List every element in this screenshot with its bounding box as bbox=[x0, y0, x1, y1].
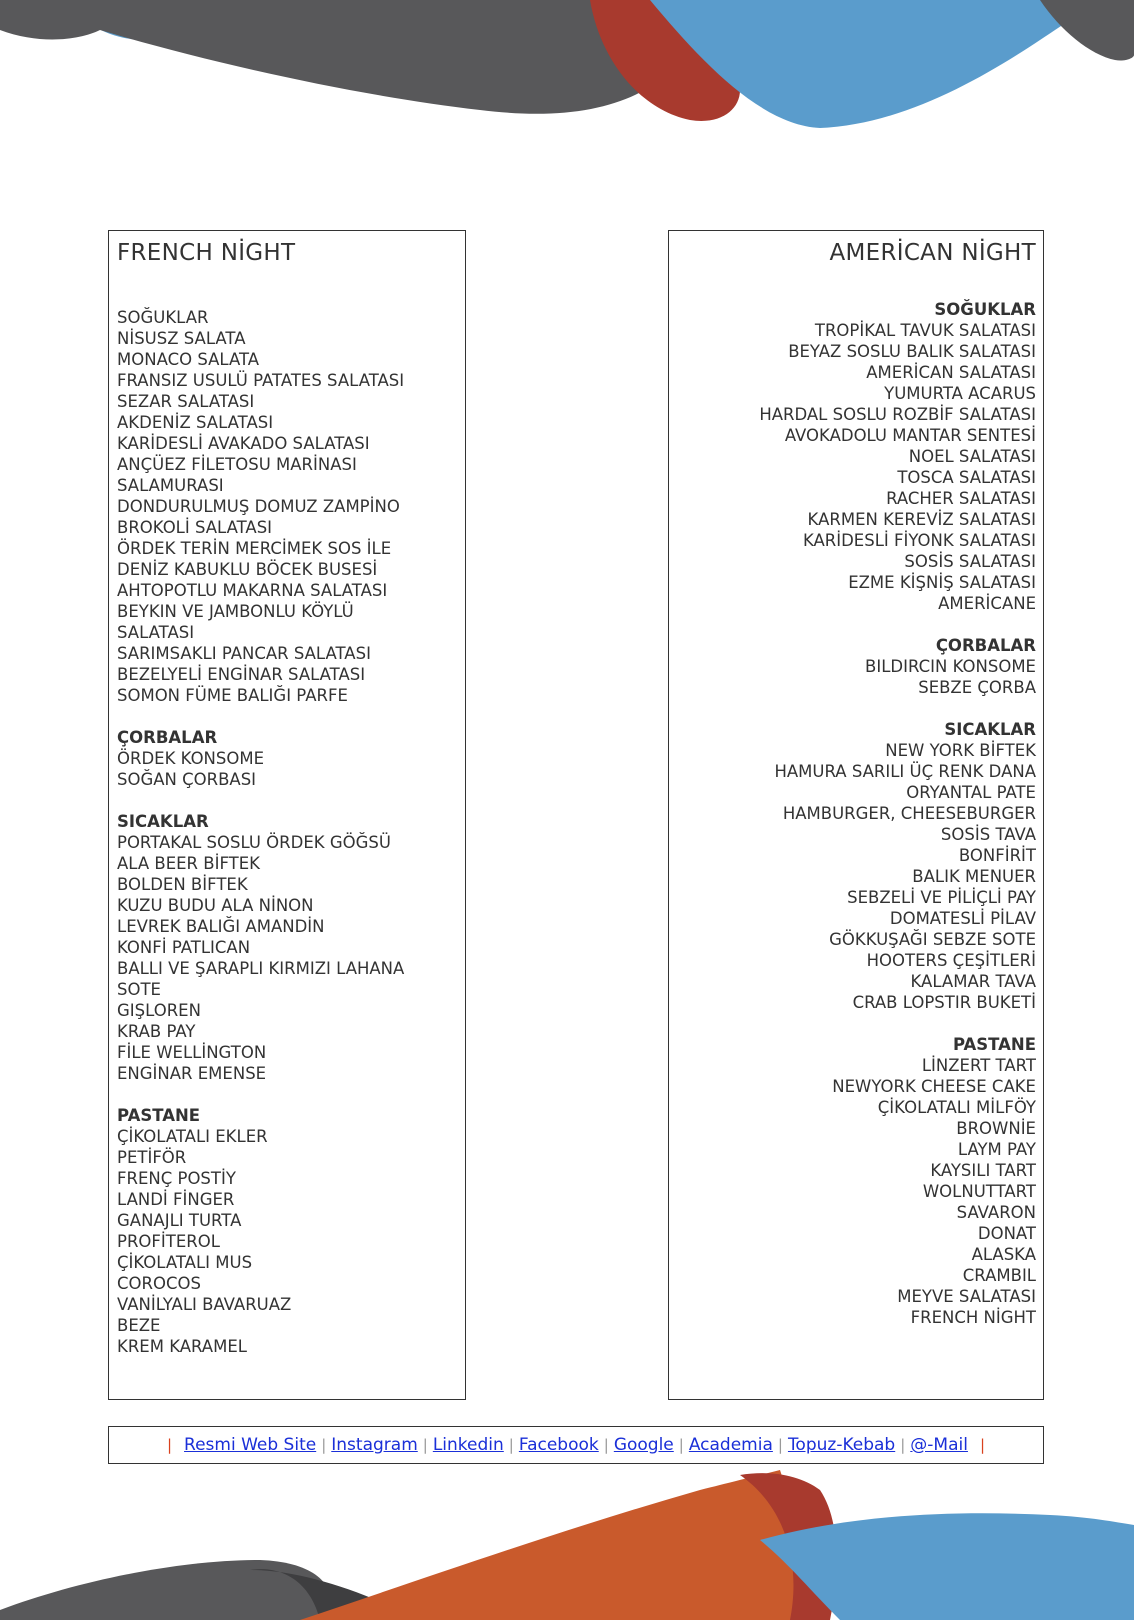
footer-link-academia[interactable]: Academia bbox=[688, 1435, 773, 1455]
menu-item: LAYM PAY bbox=[957, 1140, 1036, 1159]
menu-item: PETİFÖR bbox=[117, 1148, 187, 1167]
american-section bbox=[669, 299, 1036, 614]
menu-item: AMERİCAN SALATASI bbox=[866, 363, 1036, 382]
american-night-title: AMERİCAN NİGHT bbox=[829, 240, 1036, 266]
menu-item: ANÇÜEZ FİLETOSU MARİNASI bbox=[117, 455, 357, 474]
menu-item: BILDIRCIN KONSOME bbox=[865, 657, 1036, 676]
link-separator: | bbox=[166, 1436, 173, 1454]
menu-item: MONACO SALATA bbox=[117, 350, 260, 369]
link-separator: | bbox=[422, 1436, 428, 1454]
american-night-sections bbox=[669, 299, 1036, 1328]
menu-item: ÖRDEK KONSOME bbox=[117, 749, 265, 768]
menu-item: ÇİKOLATALI MUS bbox=[117, 1253, 253, 1272]
menu-item: FRANSIZ USULÜ PATATES SALATASI bbox=[117, 371, 405, 390]
bottom-wave-decoration bbox=[0, 1470, 1134, 1620]
menu-item: HOOTERS ÇEŞİTLERİ bbox=[866, 951, 1036, 970]
menu-item: SOSİS TAVA bbox=[940, 825, 1036, 844]
french-night-menu bbox=[108, 230, 466, 1400]
menu-item: DENİZ KABUKLU BÖCEK BUSESİ bbox=[117, 560, 378, 579]
link-separator: | bbox=[603, 1436, 609, 1454]
footer-links-bar bbox=[108, 1426, 1044, 1464]
menu-item: BEYAZ SOSLU BALIK SALATASI bbox=[788, 342, 1036, 361]
menu-item: ALA BEER BİFTEK bbox=[117, 854, 260, 873]
french-section bbox=[117, 727, 465, 790]
menu-item: SEBZELİ VE PİLİÇLİ PAY bbox=[847, 888, 1036, 907]
link-separator: | bbox=[979, 1436, 986, 1454]
footer-link-facebook[interactable]: Facebook bbox=[518, 1435, 599, 1455]
menu-item: DOMATESLİ PİLAV bbox=[889, 909, 1036, 928]
footer-link-instagram[interactable]: Instagram bbox=[331, 1435, 418, 1455]
french-night-sections bbox=[117, 307, 465, 1357]
menu-item: KRAB PAY bbox=[117, 1022, 196, 1041]
footer-link-topuz-kebab[interactable]: Topuz-Kebab bbox=[787, 1435, 896, 1455]
link-separator: | bbox=[321, 1436, 327, 1454]
section-heading: PASTANE bbox=[952, 1035, 1036, 1054]
menu-item: LANDİ FİNGER bbox=[117, 1190, 235, 1209]
menu-item: FRENCH NİGHT bbox=[910, 1308, 1036, 1327]
menu-item: WOLNUTTART bbox=[922, 1182, 1036, 1201]
section-heading: SOĞUKLAR bbox=[934, 300, 1036, 319]
menu-item: KUZU BUDU ALA NİNON bbox=[117, 896, 314, 915]
menu-item: BALIK MENUER bbox=[912, 867, 1036, 886]
menu-item: NEW YORK BİFTEK bbox=[885, 741, 1036, 760]
french-section bbox=[117, 1105, 465, 1357]
menu-item: AHTOPOTLU MAKARNA SALATASI bbox=[117, 581, 388, 600]
menu-item: KALAMAR TAVA bbox=[910, 972, 1036, 991]
menu-item: LİNZERT TART bbox=[921, 1056, 1036, 1075]
menu-item: COROCOS bbox=[117, 1274, 201, 1293]
menu-item: DONAT bbox=[977, 1224, 1036, 1243]
menu-item: SAVARON bbox=[956, 1203, 1036, 1222]
menu-item: SARIMSAKLI PANCAR SALATASI bbox=[117, 644, 371, 663]
footer-link-resmi-web-site[interactable]: Resmi Web Site bbox=[184, 1435, 317, 1455]
menu-item: HAMURA SARILI ÜÇ RENK DANA bbox=[774, 762, 1036, 781]
link-separator: | bbox=[508, 1436, 514, 1454]
section-heading: SICAKLAR bbox=[944, 720, 1036, 739]
menu-item: NOEL SALATASI bbox=[908, 447, 1036, 466]
menu-item: SOTE bbox=[117, 980, 161, 999]
section-heading: PASTANE bbox=[117, 1106, 201, 1125]
menu-item: AVOKADOLU MANTAR SENTESİ bbox=[784, 426, 1036, 445]
menu-item: SEZAR SALATASI bbox=[117, 392, 255, 411]
menu-item: BEZE bbox=[117, 1316, 161, 1335]
menu-item: GANAJLI TURTA bbox=[117, 1211, 242, 1230]
section-heading: ÇORBALAR bbox=[117, 728, 218, 747]
menu-item: FİLE WELLİNGTON bbox=[117, 1043, 267, 1062]
menu-item: BROWNİE bbox=[956, 1119, 1036, 1138]
menu-item: SALATASI bbox=[117, 623, 195, 642]
menu-item: RACHER SALATASI bbox=[886, 489, 1036, 508]
menu-item: MEYVE SALATASI bbox=[897, 1287, 1036, 1306]
section-heading: SICAKLAR bbox=[117, 812, 209, 831]
menu-item: GIŞLOREN bbox=[117, 1001, 201, 1020]
menu-item: CRAMBIL bbox=[962, 1266, 1036, 1285]
menu-item: BOLDEN BİFTEK bbox=[117, 875, 248, 894]
menu-item: GÖKKUŞAĞI SEBZE SOTE bbox=[829, 930, 1036, 949]
menu-item: BONFİRİT bbox=[958, 846, 1036, 865]
menu-item: PROFİTEROL bbox=[117, 1232, 220, 1251]
footer-link-google[interactable]: Google bbox=[613, 1435, 674, 1455]
link-separator: | bbox=[678, 1436, 684, 1454]
menu-item: ORYANTAL PATE bbox=[906, 783, 1036, 802]
menu-item: EZME KİŞNİŞ SALATASI bbox=[848, 573, 1036, 592]
menu-item: BALLI VE ŞARAPLI KIRMIZI LAHANA bbox=[117, 959, 405, 978]
menu-item: LEVREK BALIĞI AMANDİN bbox=[117, 917, 325, 936]
american-night-menu bbox=[668, 230, 1044, 1400]
menu-item: CRAB LOPSTIR BUKETİ bbox=[852, 993, 1036, 1012]
menu-item: DONDURULMUŞ DOMUZ ZAMPİNO bbox=[117, 497, 400, 516]
menu-item: KREM KARAMEL bbox=[117, 1337, 247, 1356]
menu-item: HARDAL SOSLU ROZBİF SALATASI bbox=[759, 405, 1036, 424]
menu-item: AMERİCANE bbox=[938, 594, 1036, 613]
menu-item: SEBZE ÇORBA bbox=[918, 678, 1036, 697]
menu-item: SOĞAN ÇORBASI bbox=[117, 770, 257, 789]
menu-item: SOĞUKLAR bbox=[117, 308, 209, 327]
menu-item: TROPİKAL TAVUK SALATASI bbox=[814, 321, 1036, 340]
menu-item: ÇİKOLATALI EKLER bbox=[117, 1127, 268, 1146]
french-night-title: FRENCH NİGHT bbox=[117, 240, 296, 266]
menu-item: ALASKA bbox=[971, 1245, 1036, 1264]
menu-item: NEWYORK CHEESE CAKE bbox=[832, 1077, 1036, 1096]
menu-item: SOSİS SALATASI bbox=[904, 552, 1036, 571]
menu-item: AKDENİZ SALATASI bbox=[117, 413, 274, 432]
menu-item: ENGİNAR EMENSE bbox=[117, 1064, 267, 1083]
menu-item: SALAMURASI bbox=[117, 476, 224, 495]
american-section bbox=[669, 719, 1036, 1013]
top-wave-decoration bbox=[0, 0, 1134, 135]
footer-link-mail[interactable]: @-Mail bbox=[910, 1435, 968, 1455]
menu-item: KAYSILI TART bbox=[930, 1161, 1036, 1180]
menu-item: PORTAKAL SOSLU ÖRDEK GÖĞSÜ bbox=[117, 833, 391, 852]
menu-item: BEYKIN VE JAMBONLU KÖYLÜ bbox=[117, 602, 354, 621]
menu-item: KARMEN KEREVİZ SALATASI bbox=[807, 510, 1036, 529]
link-separator: | bbox=[777, 1436, 783, 1454]
menu-item: BEZELYELİ ENGİNAR SALATASI bbox=[117, 665, 366, 684]
menu-item: VANİLYALI BAVARUAZ bbox=[117, 1295, 292, 1314]
link-separator: | bbox=[900, 1436, 906, 1454]
menu-item: TOSCA SALATASI bbox=[897, 468, 1036, 487]
section-heading: ÇORBALAR bbox=[935, 636, 1036, 655]
menu-item: KARİDESLİ FİYONK SALATASI bbox=[802, 531, 1036, 550]
american-section bbox=[669, 1034, 1036, 1328]
american-section bbox=[669, 635, 1036, 698]
menu-item: KARİDESLİ AVAKADO SALATASI bbox=[117, 434, 370, 453]
french-section bbox=[117, 811, 465, 1084]
menu-item: ÇİKOLATALI MİLFÖY bbox=[877, 1098, 1036, 1117]
menu-item: ÖRDEK TERİN MERCİMEK SOS İLE bbox=[117, 539, 392, 558]
menu-item: FRENÇ POSTİY bbox=[117, 1169, 236, 1188]
menu-item: YUMURTA ACARUS bbox=[884, 384, 1036, 403]
menu-item: HAMBURGER, CHEESEBURGER bbox=[782, 804, 1036, 823]
french-section bbox=[117, 307, 465, 706]
footer-link-linkedin[interactable]: Linkedin bbox=[432, 1435, 504, 1455]
menu-item: NİSUSZ SALATA bbox=[117, 329, 246, 348]
menu-item: SOMON FÜME BALIĞI PARFE bbox=[117, 686, 348, 705]
menu-item: KONFİ PATLICAN bbox=[117, 938, 251, 957]
menu-item: BROKOLİ SALATASI bbox=[117, 518, 273, 537]
